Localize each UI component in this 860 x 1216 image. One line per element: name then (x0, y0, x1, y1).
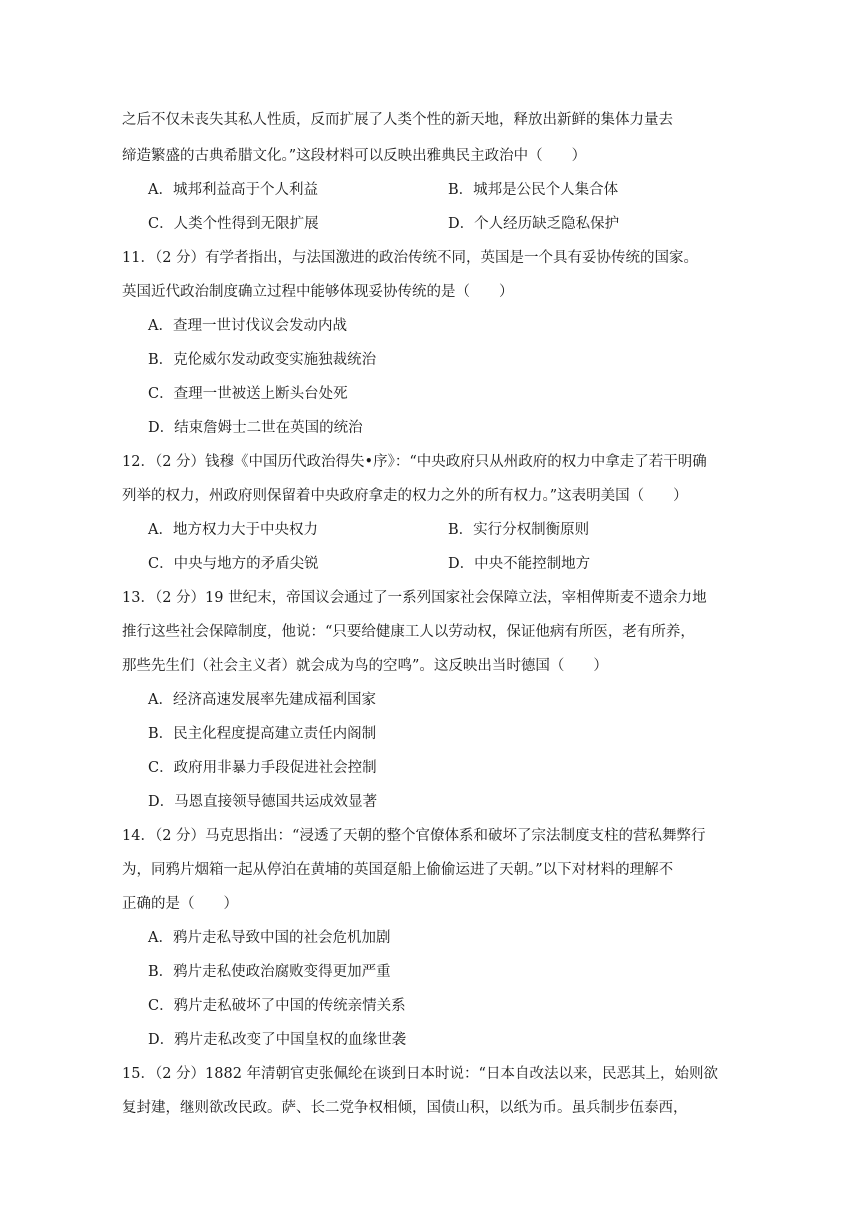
q11-option-d: D．结束詹姆士二世在英国的统治 (148, 420, 363, 436)
q13-option-a: A．经济高速发展率先建成福利国家 (148, 692, 376, 708)
q14-stem-line-1: 14．（2 分）马克思指出：“浸透了天朝的整个官僚体系和破坏了宗法制度支柱的营私舞弊行 (122, 828, 706, 844)
q13-option-b: B．民主化程度提高建立责任内阁制 (148, 726, 377, 742)
q13-option-c: C．政府用非暴力手段促进社会控制 (148, 760, 377, 776)
q10-stem-line-1: 之后不仅未丧失其私人性质，反而扩展了人类个性的新天地，释放出新鲜的集体力量去 (122, 112, 673, 128)
q10-option-b: B．城邦是公民个人集合体 (448, 182, 619, 198)
q13-stem-line-1: 13．（2 分）19 世纪末，帝国议会通过了一系列国家社会保障立法，宰相俾斯麦不遗余力地 (122, 590, 707, 606)
q12-option-a: A．地方权力大于中央权力 (148, 522, 318, 538)
q14-stem-line-3: 正确的是（ ） (122, 896, 238, 912)
q14-option-b: B．鸦片走私使政治腐败变得更加严重 (148, 964, 391, 980)
q10-stem-line-2: 缔造繁盛的古典希腊文化。”这段材料可以反映出雅典民主政治中（ ） (122, 148, 587, 164)
q14-stem-line-2: 为，同鸦片烟箱一起从停泊在黄埔的英国趸船上偷偷运进了天朝。”以下对材料的理解不 (122, 862, 674, 878)
q11-option-c: C．查理一世被送上断头台处死 (148, 386, 348, 402)
q12-option-b: B．实行分权制衡原则 (448, 522, 590, 538)
q11-option-b: B．克伦威尔发动政变实施独裁统治 (148, 352, 377, 368)
q12-option-c: C．中央与地方的矛盾尖锐 (148, 556, 319, 572)
q14-option-c: C．鸦片走私破坏了中国的传统亲情关系 (148, 998, 406, 1014)
q12-stem-line-2: 列举的权力，州政府则保留着中央政府拿走的权力之外的所有权力。”这表明美国（ ） (122, 488, 688, 504)
q13-stem-line-3: 那些先生们（社会主义者）就会成为鸟的空鸣”。这反映出当时德国（ ） (122, 658, 608, 674)
q11-stem-line-1: 11．（2 分）有学者指出，与法国激进的政治传统不同，英国是一个具有妥协传统的国家。 (122, 250, 699, 266)
q11-stem-line-2: 英国近代政治制度确立过程中能够体现妥协传统的是（ ） (122, 284, 514, 300)
q15-stem-line-2: 复封建，继则欲改民政。萨、长二党争权相倾，国债山积，以纸为币。虽兵制步伍泰西， (122, 1100, 688, 1116)
q10-option-d: D．个人经历缺乏隐私保护 (448, 216, 620, 232)
q10-option-a: A．城邦利益高于个人利益 (148, 182, 318, 198)
q10-option-c: C．人类个性得到无限扩展 (148, 216, 319, 232)
q15-stem-line-1: 15．（2 分）1882 年清朝官吏张佩纶在谈到日本时说：“日本自改法以来，民恶其上，始则欲 (122, 1066, 718, 1082)
q14-option-d: D．鸦片走私改变了中国皇权的血缘世袭 (148, 1032, 407, 1048)
q13-stem-line-2: 推行这些社会保障制度，他说：“只要给健康工人以劳动权，保证他病有所医，老有所养， (122, 624, 695, 640)
q12-stem-line-1: 12．（2 分）钱穆《中国历代政治得失•序》：“中央政府只从州政府的权力中拿走了若干明确 (122, 454, 707, 470)
q11-option-a: A．查理一世讨伐议会发动内战 (148, 318, 347, 334)
q14-option-a: A．鸦片走私导致中国的社会危机加剧 (148, 930, 391, 946)
q13-option-d: D．马恩直接领导德国共运成效显著 (148, 794, 378, 810)
q12-option-d: D．中央不能控制地方 (448, 556, 591, 572)
